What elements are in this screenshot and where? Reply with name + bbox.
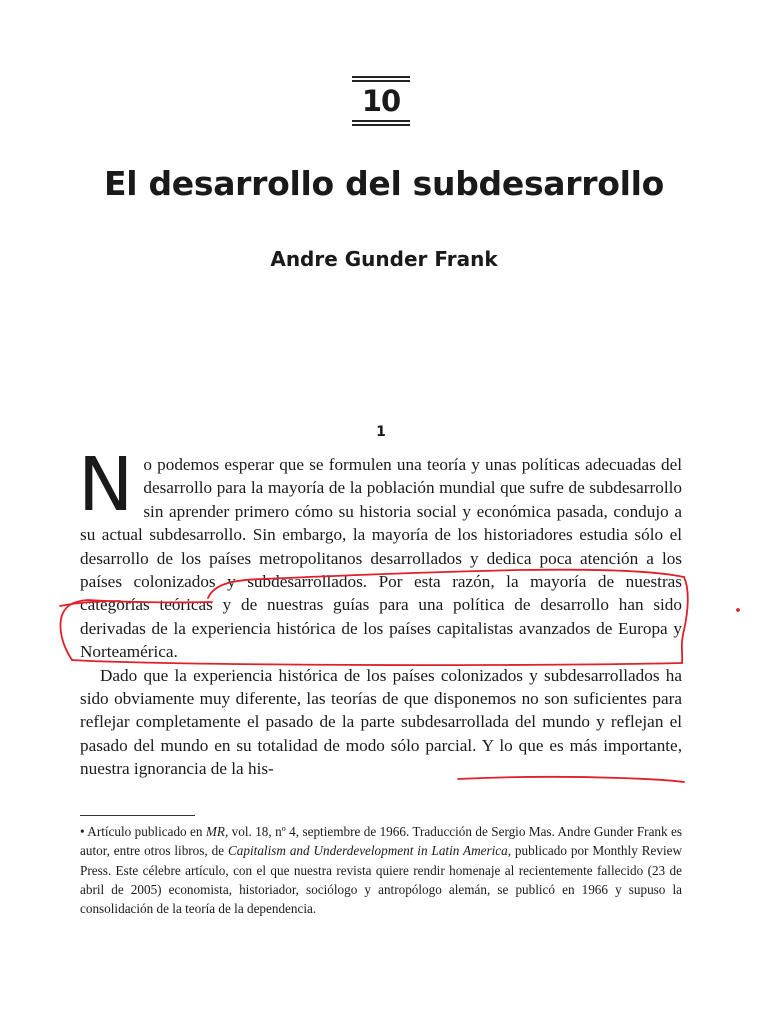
chapter-number-block	[352, 76, 410, 126]
chapter-number: 10	[361, 84, 401, 118]
bracket-right-side	[682, 577, 688, 663]
footnote-text-2: vol. 18, nº 4, septiembre de 1966. Traducción de Sergio Mas. Andre Gunder Frank es autor, entre otros libros, de	[80, 824, 682, 859]
paragraph-2: Dado que la experiencia histórica de los países colonizados y subdesarrollados ha sido obviamente muy diferente, las teorías de que disponemos no son suficientes para reflejar completamente el pasado de la parte subdesarrollada del mundo y reflejan el pasado del mundo en su totalidad de modo sólo parcial. Y lo que es más importante, nuestra ignorancia de la his-	[80, 665, 682, 779]
author-name: Andre Gunder Frank	[270, 247, 498, 271]
chapter-rule-top-1	[352, 76, 410, 78]
footnote-journal: MR,	[205, 824, 229, 839]
chapter-rule-bottom-1	[352, 120, 410, 122]
footnote-bullet: •	[80, 824, 85, 839]
red-dot-mark	[737, 609, 739, 611]
footnote-book-title: Capitalism and Underdevelopment in Latin America,	[228, 843, 511, 859]
footnote-text-3: publicado por Monthly Review Press. Este célebre artículo, con el que nuestra revista quiere rendir homenaje al recientemente fallecido (23 de abril de 2005) economista, historiador, sociólogo y antropólogo alemán, se publicó en 1966 y supuso la consolidación de la teoría de la dependencia.	[80, 843, 682, 917]
paragraph-1	[78, 442, 682, 664]
drop-cap: N	[78, 442, 134, 528]
paragraph-1-text: o podemos esperar que se formulen una teoría y unas políticas adecuadas del desarrollo para la mayoría de la población mundial que sufre de subdesarrollo sin aprender primero cómo su historia social y económica pasada, condujo a su actual subdesarrollo. Sin embargo, la mayoría de los historiadores estudia sólo el desarrollo de los países metropolitanos desarrollados y dedica poca atención a los países colonizados y subdesarrollados. Por esta razón, la mayoría de nuestras categorías teóricas y de nuestras guías para una política de desarrollo han sido derivadas de la experiencia histórica de los países capitalistas avanzados de Europa y Norteamérica.	[80, 455, 682, 662]
section-number: 1	[376, 424, 386, 440]
chapter-title: El desarrollo del subdesarrollo	[104, 164, 664, 203]
body-text	[78, 442, 682, 781]
footnote	[80, 822, 682, 918]
chapter-rule-bottom-2	[352, 124, 410, 126]
footnote-text-1: Artículo publicado en	[84, 824, 206, 839]
footnote-divider	[80, 815, 195, 816]
